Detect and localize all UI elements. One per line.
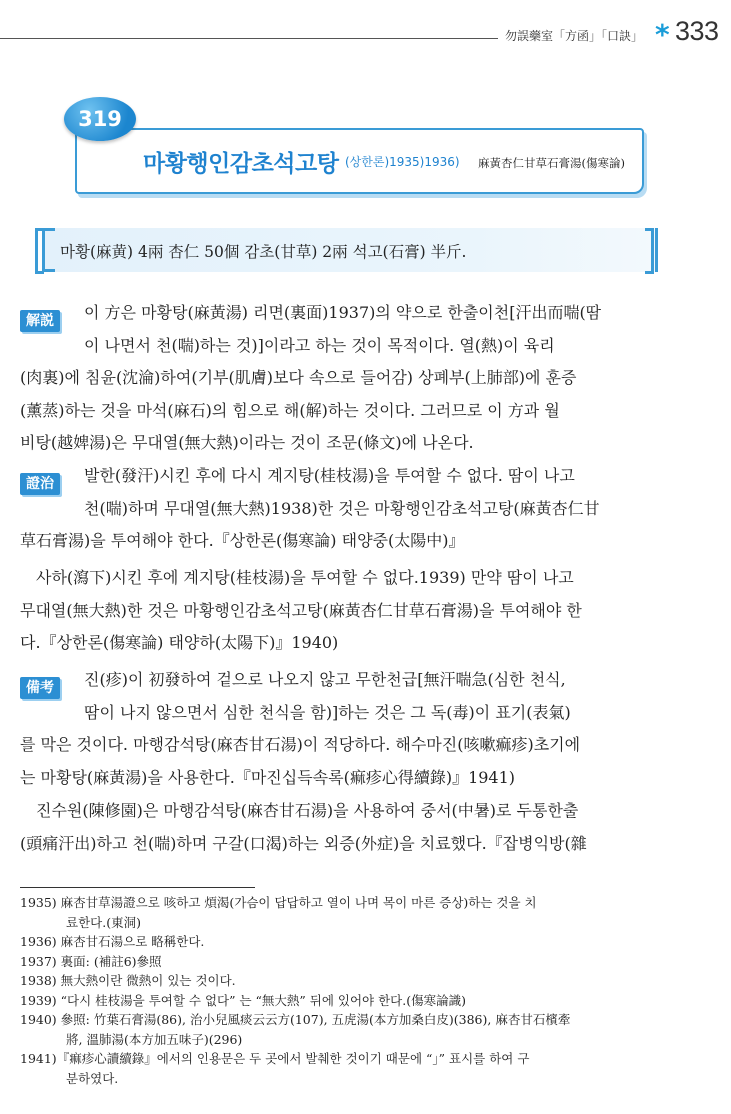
paragraph-line: (頭痛汗出)하고 천(喘)하며 구갈(口渴)하는 외증(外症)을 치료했다.『잡병익방(雜 [20,833,587,853]
paragraph-line: 땀이 나지 않으면서 심한 천식을 함)]하는 것은 그 독(毒)이 표기(表氣) [84,702,571,722]
paragraph-line: (肉裏)에 침윤(沈淪)하여(기부(肌膚)보다 속으로 들어감) 상폐부(上肺部)에 훈증 [20,368,577,387]
footnote-line: 1941)『痲疹心讀續錄』에서의 인용문은 두 곳에서 발췌한 것이기 때문에 “」” 표시를 하여 구 [20,1051,530,1066]
prescription-title: 마황행인감초석고탕 [143,151,339,177]
paragraph-line: 를 막은 것이다. 마행감석탕(麻杏甘石湯)이 적당하다. 해수마진(咳嗽痲疹)초기에 [20,735,581,754]
footnote-line: 료한다.(東洞) [66,914,141,930]
paragraph-line: 천(喘)하며 무대열(無大熱)1938)한 것은 마황행인감초석고탕(麻黃杏仁甘 [84,498,600,518]
paragraph-line: 다.『상한론(傷寒論) 태양하(太陽下)』1940) [20,633,339,652]
footnote-line: 1940) 參照: 竹葉石膏湯(86), 治小兒風痰云云方(107), 五虎湯(本方加桑白皮)(386), 麻杏甘石檳牽 [20,1012,571,1027]
footnote-rule [20,887,255,888]
footnote-line: 1936) 麻杏甘石湯으로 略稱한다. [20,934,205,949]
explanation-label: 解説 [20,310,60,332]
footnote-line: 1937) 裏面: (補註6)參照 [20,953,162,969]
evidence-paragraph-1 [20,460,660,558]
paragraph-line: 발한(發汗)시킨 후에 다시 계지탕(桂枝湯)을 투여할 수 없다. 땀이 나고 [84,466,575,485]
paragraph-line: 는 마황탕(麻黃湯)을 사용한다.『마진십득속록(痲疹心得續錄)』1941) [20,767,516,787]
paragraph-line: 진(疹)이 初發하여 겉으로 나오지 않고 무한천급[無汗喘急(심한 천식, [84,670,566,689]
reference-label: 備考 [20,677,60,699]
formula-text: 마황(麻黄) 4兩 杏仁 50個 감초(甘草) 2兩 석고(石膏) 半斤. [60,243,467,261]
running-title: 勿誤藥室「方函」「口訣」 [505,29,644,43]
footnote-line: 1938) 無大熱이란 微熱이 있는 것이다. [20,973,236,988]
page-number: 333 [675,16,719,46]
footnote-line: 將, 溫肺湯(本方加五味子)(296) [66,1031,243,1047]
paragraph-line: 草石膏湯)을 투여해야 한다.『상한론(傷寒論) 태양중(太陽中)』 [20,531,465,550]
paragraph-line: 사하(瀉下)시킨 후에 계지탕(桂枝湯)을 투여할 수 없다.1939) 만약 땀이 나고 [36,568,574,587]
footnotes [20,893,670,1088]
star-icon: * [655,18,670,51]
formula-bracket-right [645,228,654,274]
paragraph-line: 진수원(陳修園)은 마행감석탕(麻杏甘石湯)을 사용하여 중서(中暑)로 두통한출 [36,801,579,820]
prescription-source: (상한론)1935)1936) [345,155,460,169]
header-rule [0,38,498,39]
reference-paragraph-2 [20,795,660,860]
formula-bracket-left [35,228,44,274]
prescription-title-hanja: 麻黃杏仁甘草石膏湯(傷寒論) [478,156,625,170]
footnote-line: 1939) “다시 桂枝湯을 투여할 수 없다” 는 “無大熱” 뒤에 있어야 한다.(傷寒論識) [20,992,466,1008]
paragraph-line: 이 나면서 천(喘)하는 것)]이라고 하는 것이 목적이다. 열(熱)이 육리 [84,335,555,355]
explanation-paragraph [20,297,660,460]
evidence-paragraph-2 [20,562,660,660]
footnote-line: 1935) 麻杏甘草湯證으로 咳하고 煩渴(가슴이 답답하고 열이 나며 목이 마른 증상)하는 것을 치 [20,895,537,910]
reference-paragraph-1 [20,664,660,794]
paragraph-line: (薰蒸)하는 것을 마석(麻石)의 힘으로 해(解)하는 것이다. 그러므로 이 方과 월 [20,400,560,420]
paragraph-line: 이 方은 마황탕(麻黃湯) 리면(裏面)1937)의 약으로 한출이천[汗出而喘(땀 [84,303,602,322]
footnote-line: 분하였다. [66,1070,119,1086]
evidence-label: 證治 [20,473,60,495]
paragraph-line: 무대열(無大熱)한 것은 마황행인감초석고탕(麻黃杏仁甘草石膏湯)을 투여해야 한 [20,600,582,620]
paragraph-line: 비탕(越婢湯)은 무대열(無大熱)이라는 것이 조문(條文)에 나온다. [20,433,474,452]
prescription-number-badge: 319 [64,97,136,141]
